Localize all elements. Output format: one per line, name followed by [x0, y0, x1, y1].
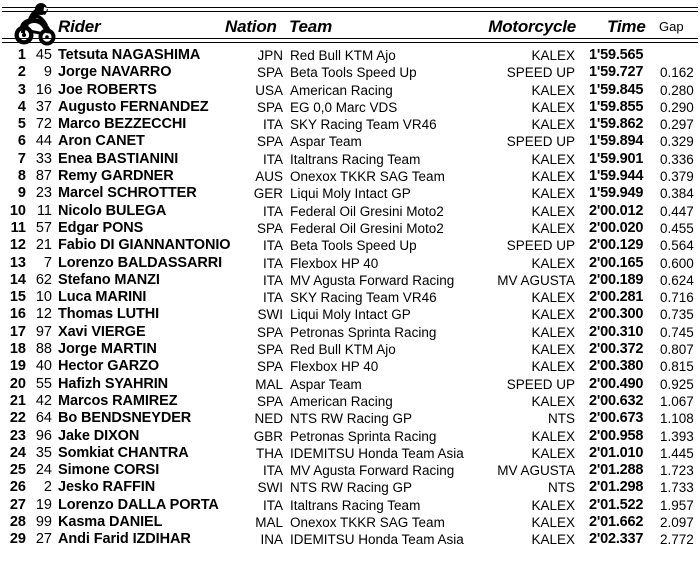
row-nation: SPA [256, 393, 283, 409]
row-position: 18 [9, 341, 26, 358]
row-nation: SPA [256, 65, 283, 81]
row-rider-number: 37 [35, 98, 52, 115]
row-nation: SPA [256, 342, 283, 358]
row-rider-name: Simone CORSI [58, 462, 160, 479]
row-motorcycle: SPEED UP [506, 376, 575, 392]
row-motorcycle: KALEX [531, 117, 575, 133]
row-team: SKY Racing Team VR46 [290, 290, 437, 306]
table-row[interactable] [0, 133, 700, 150]
row-gap: 2.097 [660, 515, 694, 531]
row-motorcycle: MV AGUSTA [497, 463, 575, 479]
table-row[interactable] [0, 64, 700, 81]
row-team: Red Bull KTM Ajo [290, 48, 396, 63]
row-motorcycle: KALEX [531, 255, 575, 271]
table-row[interactable] [0, 237, 700, 254]
row-rider-name: Lorenzo DALLA PORTA [58, 496, 219, 513]
row-gap: 0.447 [660, 203, 694, 219]
table-row[interactable] [0, 445, 700, 462]
row-gap: 2.772 [660, 532, 694, 548]
motorcycle-icon [12, 2, 62, 46]
table-row[interactable] [0, 151, 700, 168]
row-time: 1'59.894 [589, 133, 644, 150]
row-position: 13 [9, 254, 26, 271]
row-rider-name: Lorenzo BALDASSARRI [58, 254, 223, 271]
row-rider-name: Marco BEZZECCHI [58, 116, 187, 133]
row-rider-number: 10 [35, 289, 52, 306]
row-nation: ITA [263, 463, 283, 479]
row-rider-number: 99 [35, 514, 52, 531]
table-row[interactable] [0, 324, 700, 341]
row-nation: ITA [263, 238, 283, 254]
table-row[interactable] [0, 479, 700, 496]
row-time: 2'00.020 [589, 219, 644, 236]
row-rider-name: Marcel SCHROTTER [58, 185, 197, 202]
row-rider-name: Hector GARZO [58, 358, 160, 375]
row-team: MV Agusta Forward Racing [290, 272, 455, 288]
row-time: 1'59.944 [589, 168, 644, 185]
row-rider-number: 23 [35, 185, 52, 202]
row-gap: 0.815 [660, 359, 694, 375]
row-gap: 0.735 [660, 307, 694, 323]
row-rider-number: 64 [35, 410, 52, 427]
row-position: 17 [9, 323, 26, 340]
row-team: Onexox TKKR SAG Team [290, 515, 445, 531]
table-row[interactable] [0, 410, 700, 427]
row-time: 2'01.522 [589, 496, 644, 513]
row-rider-name: Andi Farid IZDIHAR [58, 531, 191, 548]
row-motorcycle: KALEX [531, 82, 575, 98]
row-position: 7 [17, 150, 26, 167]
row-time: 2'02.337 [589, 531, 644, 548]
table-row[interactable] [0, 428, 700, 445]
table-row[interactable] [0, 185, 700, 202]
row-position: 3 [17, 81, 26, 98]
row-gap: 0.329 [660, 134, 694, 150]
row-rider-name: Edgar PONS [58, 219, 144, 236]
row-team: Red Bull KTM Ajo [290, 342, 396, 358]
row-time: 2'00.310 [589, 323, 644, 340]
row-nation: ITA [263, 497, 283, 513]
row-motorcycle: NTS [548, 411, 575, 427]
row-gap: 0.716 [660, 290, 694, 306]
row-nation: SWI [257, 480, 283, 496]
row-position: 27 [9, 496, 26, 513]
row-position: 14 [9, 271, 26, 288]
column-header-team: Team [289, 17, 332, 36]
row-rider-number: 12 [35, 306, 52, 323]
row-position: 5 [17, 116, 26, 133]
row-rider-name: Kasma DANIEL [58, 514, 163, 531]
row-gap: 0.624 [660, 272, 694, 288]
row-gap: 0.600 [660, 255, 694, 271]
row-gap: 1.733 [660, 480, 694, 496]
row-rider-number: 57 [35, 219, 52, 236]
row-nation: SWI [257, 307, 283, 323]
row-rider-number: 96 [35, 427, 52, 444]
row-team: IDEMITSU Honda Team Asia [290, 532, 464, 548]
column-header-gap: Gap [659, 19, 684, 34]
row-time: 1'59.727 [589, 64, 644, 81]
row-time: 1'59.949 [589, 185, 644, 202]
row-gap: 0.162 [660, 65, 694, 81]
row-time: 1'59.565 [589, 47, 644, 63]
row-time: 2'00.165 [589, 254, 644, 271]
row-rider-number: 42 [35, 392, 52, 409]
row-rider-number: 7 [43, 254, 52, 271]
row-gap: 0.379 [660, 169, 694, 185]
row-time: 1'59.862 [589, 116, 644, 133]
table-row[interactable] [0, 168, 700, 185]
row-team: Italtrans Racing Team [290, 497, 421, 513]
row-rider-number: 27 [35, 531, 52, 548]
row-nation: MAL [255, 376, 283, 392]
row-nation: SPA [256, 359, 283, 375]
table-row[interactable] [0, 376, 700, 393]
row-motorcycle: KALEX [531, 324, 575, 340]
row-nation: ITA [263, 203, 283, 219]
row-time: 2'00.189 [589, 271, 644, 288]
row-time: 2'00.300 [589, 306, 644, 323]
row-rider-number: 45 [35, 47, 52, 63]
row-time: 1'59.855 [589, 98, 644, 115]
row-position: 2 [17, 64, 26, 81]
column-header-motorcycle: Motorcycle [488, 17, 576, 36]
row-position: 28 [9, 514, 26, 531]
row-team: Petronas Sprinta Racing [290, 428, 437, 444]
row-gap: 0.384 [660, 186, 694, 202]
header-rule-top-inner [2, 11, 698, 12]
row-motorcycle: SPEED UP [506, 65, 575, 81]
row-nation: SPA [256, 134, 283, 150]
row-rider-number: 33 [35, 150, 52, 167]
row-rider-name: Fabio DI GIANNANTONIO [58, 237, 231, 254]
row-rider-number: 72 [35, 116, 52, 133]
table-row[interactable] [0, 116, 700, 133]
row-team: Onexox TKKR SAG Team [290, 169, 445, 185]
row-time: 2'00.632 [589, 392, 644, 409]
row-motorcycle: KALEX [531, 151, 575, 167]
row-rider-name: Joe ROBERTS [58, 81, 157, 98]
row-position: 15 [9, 289, 26, 306]
row-team: IDEMITSU Honda Team Asia [290, 445, 464, 461]
row-rider-name: Tetsuta NAGASHIMA [58, 47, 201, 63]
row-rider-number: 11 [36, 202, 52, 219]
row-team: Flexbox HP 40 [290, 359, 379, 375]
row-motorcycle: KALEX [531, 428, 575, 444]
row-nation: MAL [255, 515, 283, 531]
table-row[interactable] [0, 220, 700, 237]
row-position: 12 [9, 237, 26, 254]
row-nation: SPA [256, 324, 283, 340]
row-motorcycle: KALEX [531, 186, 575, 202]
row-rider-name: Jesko RAFFIN [58, 479, 156, 496]
row-motorcycle: KALEX [531, 99, 575, 115]
row-position: 26 [9, 479, 26, 496]
table-row[interactable] [0, 289, 700, 306]
row-team: EG 0,0 Marc VDS [290, 99, 398, 115]
row-rider-name: Marcos RAMIREZ [58, 392, 178, 409]
row-time: 2'01.662 [589, 514, 644, 531]
row-nation: USA [255, 82, 283, 98]
row-rider-name: Jorge NAVARRO [58, 64, 172, 81]
row-team: NTS RW Racing GP [290, 411, 413, 427]
table-row[interactable] [0, 462, 700, 479]
row-time: 1'59.845 [589, 81, 644, 98]
row-position: 19 [9, 358, 26, 375]
row-team: Aspar Team [290, 134, 362, 150]
row-nation: ITA [263, 117, 283, 133]
row-rider-name: Hafizh SYAHRIN [58, 375, 169, 392]
row-position: 4 [17, 98, 26, 115]
row-position: 10 [9, 202, 26, 219]
row-team: Federal Oil Gresini Moto2 [290, 220, 444, 236]
row-team: Beta Tools Speed Up [290, 65, 417, 81]
row-position: 8 [17, 168, 26, 185]
row-rider-number: 35 [35, 444, 52, 461]
row-position: 24 [9, 444, 26, 461]
row-rider-number: 88 [35, 341, 52, 358]
row-position: 6 [17, 133, 26, 150]
row-position: 22 [9, 410, 26, 427]
row-position: 16 [9, 306, 26, 323]
row-time: 2'01.298 [589, 479, 644, 496]
table-row[interactable] [0, 272, 700, 289]
row-team: Aspar Team [290, 376, 362, 392]
table-row[interactable] [0, 306, 700, 323]
header-rule-bottom-outer [2, 42, 698, 43]
row-rider-number: 21 [35, 237, 52, 254]
row-rider-name: Stefano MANZI [58, 271, 160, 288]
row-gap: 0.807 [660, 342, 694, 358]
row-nation: NED [254, 411, 283, 427]
row-team: SKY Racing Team VR46 [290, 117, 437, 133]
row-motorcycle: KALEX [531, 445, 575, 461]
row-rider-name: Bo BENDSNEYDER [58, 410, 192, 427]
row-team: Liqui Moly Intact GP [290, 186, 411, 202]
row-rider-number: 97 [35, 323, 52, 340]
row-gap: 1.723 [660, 463, 694, 479]
row-motorcycle: KALEX [531, 515, 575, 531]
row-motorcycle: KALEX [531, 220, 575, 236]
row-rider-name: Remy GARDNER [58, 168, 174, 185]
table-row[interactable] [0, 514, 700, 531]
row-rider-name: Somkiat CHANTRA [58, 444, 189, 461]
header-rule-top-outer [2, 7, 698, 8]
row-position: 29 [9, 531, 26, 548]
row-rider-name: Xavi VIERGE [58, 323, 146, 340]
row-motorcycle: MV AGUSTA [497, 272, 575, 288]
row-time: 2'00.380 [589, 358, 644, 375]
row-motorcycle: KALEX [531, 169, 575, 185]
row-rider-name: Jake DIXON [58, 427, 140, 444]
row-rider-number: 55 [35, 375, 52, 392]
table-row[interactable] [0, 99, 700, 116]
row-rider-number: 40 [35, 358, 52, 375]
row-nation: GER [253, 186, 283, 202]
table-row[interactable] [0, 497, 700, 514]
column-header-time: Time [607, 17, 646, 36]
row-time: 2'00.372 [589, 341, 644, 358]
row-position: 25 [9, 462, 26, 479]
row-time: 2'00.958 [589, 427, 644, 444]
table-row[interactable] [0, 255, 700, 272]
table-row[interactable] [0, 341, 700, 358]
row-motorcycle: KALEX [531, 359, 575, 375]
row-rider-number: 44 [35, 133, 52, 150]
row-motorcycle: SPEED UP [506, 238, 575, 254]
row-rider-number: 16 [35, 81, 52, 98]
row-position: 9 [17, 185, 26, 202]
row-gap: 1.393 [660, 428, 694, 444]
row-gap: 0.297 [660, 117, 694, 133]
row-motorcycle: KALEX [531, 497, 575, 513]
row-team: MV Agusta Forward Racing [290, 463, 455, 479]
column-header-rider: Rider [58, 17, 101, 36]
row-nation: INA [260, 532, 283, 548]
table-row[interactable] [0, 531, 700, 548]
row-team: Federal Oil Gresini Moto2 [290, 203, 444, 219]
row-time: 1'59.901 [589, 150, 644, 167]
results-table-body [0, 47, 700, 549]
row-nation: ITA [263, 272, 283, 288]
row-nation: AUS [255, 169, 283, 185]
row-rider-number: 19 [35, 496, 52, 513]
row-gap: 1.957 [660, 497, 694, 513]
row-team: Flexbox HP 40 [290, 255, 379, 271]
row-gap: 1.067 [660, 393, 694, 409]
row-team: Beta Tools Speed Up [290, 238, 417, 254]
row-nation: JPN [257, 48, 283, 63]
row-motorcycle: NTS [548, 480, 575, 496]
row-nation: SPA [256, 99, 283, 115]
row-rider-number: 9 [43, 64, 52, 81]
row-rider-number: 2 [43, 479, 52, 496]
row-gap: 1.445 [660, 445, 694, 461]
table-row[interactable] [0, 47, 700, 64]
row-time: 2'00.490 [589, 375, 644, 392]
row-gap: 0.455 [660, 220, 694, 236]
table-row[interactable] [0, 358, 700, 375]
row-gap: 0.925 [660, 376, 694, 392]
row-time: 2'00.129 [589, 237, 644, 254]
row-team: Petronas Sprinta Racing [290, 324, 437, 340]
row-position: 23 [9, 427, 26, 444]
row-rider-name: Thomas LUTHI [58, 306, 160, 323]
row-motorcycle: KALEX [531, 393, 575, 409]
row-team: NTS RW Racing GP [290, 480, 413, 496]
row-team: Liqui Moly Intact GP [290, 307, 411, 323]
row-position: 21 [9, 392, 26, 409]
header-rule-bottom-inner [2, 38, 698, 39]
row-team: American Racing [290, 393, 393, 409]
row-motorcycle: KALEX [531, 342, 575, 358]
row-gap: 1.108 [660, 411, 694, 427]
row-position: 20 [9, 375, 26, 392]
row-rider-name: Jorge MARTIN [58, 341, 157, 358]
row-rider-name: Enea BASTIANINI [58, 150, 179, 167]
row-position: 1 [17, 47, 26, 63]
row-position: 11 [10, 219, 26, 236]
row-gap: 0.564 [660, 238, 694, 254]
row-time: 2'00.012 [589, 202, 644, 219]
row-rider-number: 87 [35, 168, 52, 185]
table-header [0, 0, 700, 45]
row-time: 2'00.673 [589, 410, 644, 427]
row-motorcycle: KALEX [531, 307, 575, 323]
row-time: 2'01.288 [589, 462, 644, 479]
table-row[interactable] [0, 82, 700, 99]
row-rider-name: Aron CANET [58, 133, 145, 150]
row-nation: THA [256, 445, 283, 461]
row-nation: ITA [263, 255, 283, 271]
row-rider-name: Luca MARINI [58, 289, 147, 306]
row-nation: GBR [253, 428, 283, 444]
row-gap: 0.290 [660, 99, 694, 115]
row-rider-name: Nicolo BULEGA [58, 202, 167, 219]
row-nation: ITA [263, 151, 283, 167]
row-time: 2'00.281 [589, 289, 644, 306]
table-row[interactable] [0, 393, 700, 410]
row-motorcycle: KALEX [531, 290, 575, 306]
table-row[interactable] [0, 203, 700, 220]
row-gap: 0.336 [660, 151, 694, 167]
row-motorcycle: SPEED UP [506, 134, 575, 150]
row-time: 2'01.010 [589, 444, 644, 461]
row-motorcycle: KALEX [531, 203, 575, 219]
row-rider-name: Augusto FERNANDEZ [58, 98, 209, 115]
column-header-nation: Nation [225, 17, 277, 36]
row-motorcycle: KALEX [531, 532, 575, 548]
row-nation: ITA [263, 290, 283, 306]
row-team: American Racing [290, 82, 393, 98]
row-motorcycle: KALEX [531, 48, 575, 63]
row-rider-number: 62 [35, 271, 52, 288]
row-gap: 0.745 [660, 324, 694, 340]
row-team: Italtrans Racing Team [290, 151, 421, 167]
row-gap: 0.280 [660, 82, 694, 98]
row-rider-number: 24 [35, 462, 52, 479]
row-nation: SPA [256, 220, 283, 236]
